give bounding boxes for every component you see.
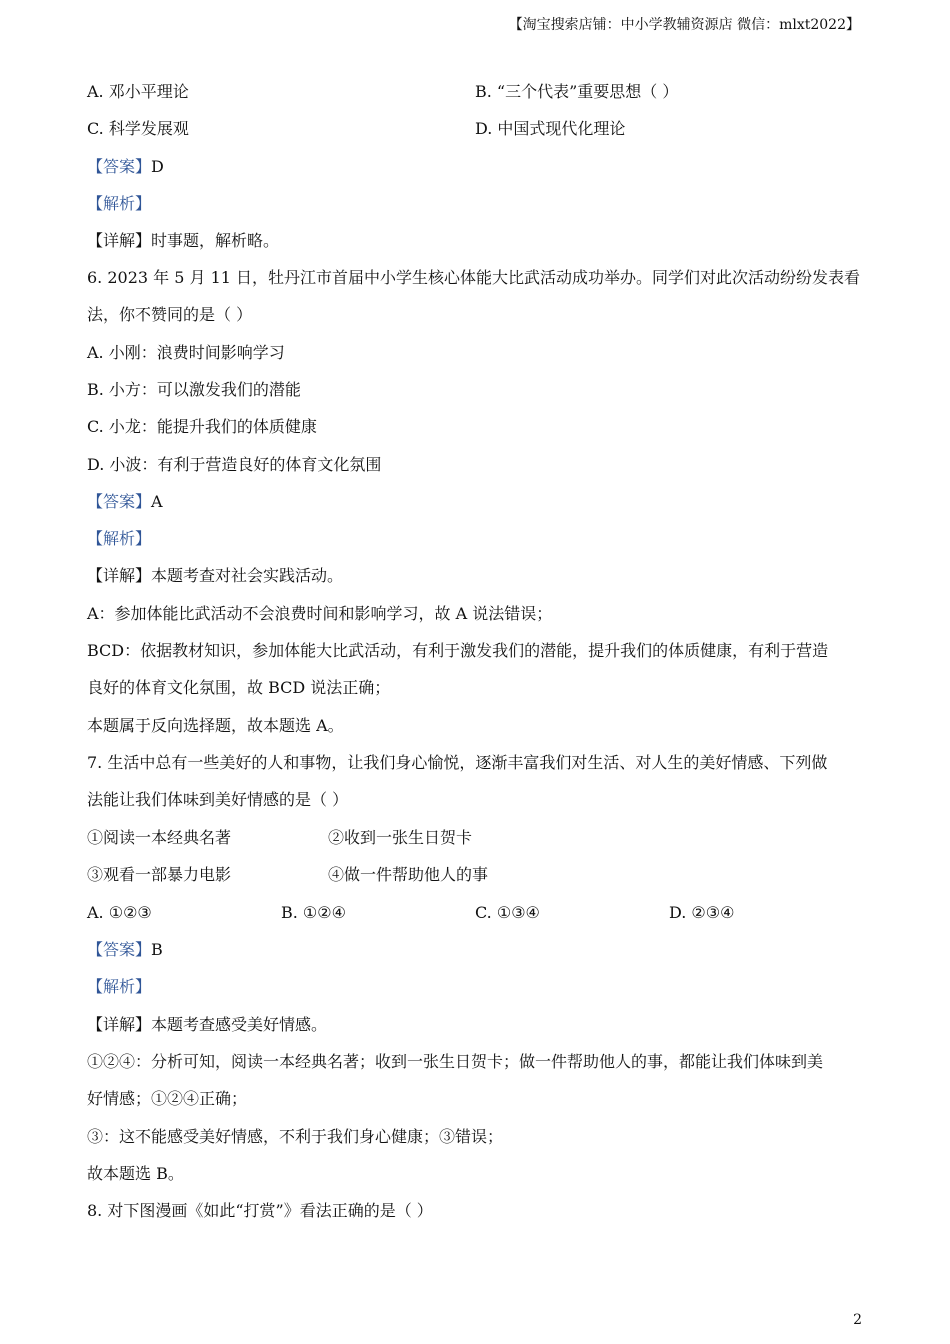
q8-stem: 8. 对下图漫画《如此“打赏”》看法正确的是（ ） [87,1201,433,1220]
q6-explanation-4: 本题属于反向选择题，故本题选 A。 [87,716,344,735]
q5-answer [87,157,164,177]
q7-option-a: A. ①②③ [87,903,152,922]
q6-answer-tag: 【答案】 [87,492,152,511]
q7-item-4: ④做一件帮助他人的事 [328,865,489,884]
q7-detail: 【详解】本题考查感受美好情感。 [87,1015,328,1034]
q7-explanation-1: ①②④：分析可知，阅读一本经典名著；收到一张生日贺卡；做一件帮助他人的事，都能让我们体味到美 [87,1052,824,1071]
q5-option-a: A. 邓小平理论 [87,82,189,101]
q7-explanation-2: 好情感；①②④正确； [87,1089,248,1108]
q6-explanation-3: 良好的体育文化氛围，故 BCD 说法正确； [87,678,391,697]
q7-option-b: B. ①②④ [281,903,346,922]
q7-analysis-tag: 【解析】 [87,977,152,996]
q7-stem-line2: 法能让我们体味到美好情感的是（ ） [87,790,349,809]
q6-stem-line2: 法，你不赞同的是（ ） [87,305,253,324]
q6-detail: 【详解】本题考查对社会实践活动。 [87,566,344,585]
q6-option-b: B. 小方：可以激发我们的潜能 [87,380,301,399]
q7-answer-value: B [151,940,163,959]
q5-option-b: B. “三个代表”重要思想（ ） [475,82,679,101]
page-number: 2 [853,1312,862,1328]
q7-answer [87,940,163,960]
q7-explanation-4: 故本题选 B。 [87,1164,184,1183]
q5-analysis-tag: 【解析】 [87,194,152,213]
q5-answer-tag: 【答案】 [87,157,152,176]
q6-analysis-tag: 【解析】 [87,529,152,548]
q6-stem-line1: 6. 2023 年 5 月 11 日，牡丹江市首届中小学生核心体能大比武活动成功举办。同学们对此次活动纷纷发表看 [87,268,861,287]
q6-option-c: C. 小龙：能提升我们的体质健康 [87,417,317,436]
q5-option-d: D. 中国式现代化理论 [475,119,626,138]
q6-answer [87,492,163,512]
q7-item-1: ①阅读一本经典名著 [87,828,232,847]
q6-explanation-1: A：参加体能比武活动不会浪费时间和影响学习，故 A 说法错误； [87,604,553,623]
q5-answer-value: D [151,157,164,176]
q5-option-c: C. 科学发展观 [87,119,189,138]
q7-stem-line1: 7. 生活中总有一些美好的人和事物，让我们身心愉悦，逐渐丰富我们对生活、对人生的美好情感、下列做 [87,753,828,772]
q7-explanation-3: ③：这不能感受美好情感，不利于我们身心健康；③错误； [87,1127,504,1146]
q6-option-d: D. 小波：有利于营造良好的体育文化氛围 [87,455,382,474]
q7-answer-tag: 【答案】 [87,940,152,959]
q7-item-3: ③观看一部暴力电影 [87,865,232,884]
q5-detail: 【详解】时事题，解析略。 [87,231,280,250]
q7-option-d: D. ②③④ [669,903,735,922]
page-header: 【淘宝搜索店铺：中小学教辅资源店 微信：mlxt2022】 [508,17,860,33]
q6-explanation-2: BCD：依据教材知识，参加体能大比武活动，有利于激发我们的潜能，提升我们的体质健康，有利于营造 [87,641,829,660]
q7-item-2: ②收到一张生日贺卡 [328,828,473,847]
q6-option-a: A. 小刚：浪费时间影响学习 [87,343,285,362]
q6-answer-value: A [151,492,163,511]
q7-option-c: C. ①③④ [475,903,540,922]
